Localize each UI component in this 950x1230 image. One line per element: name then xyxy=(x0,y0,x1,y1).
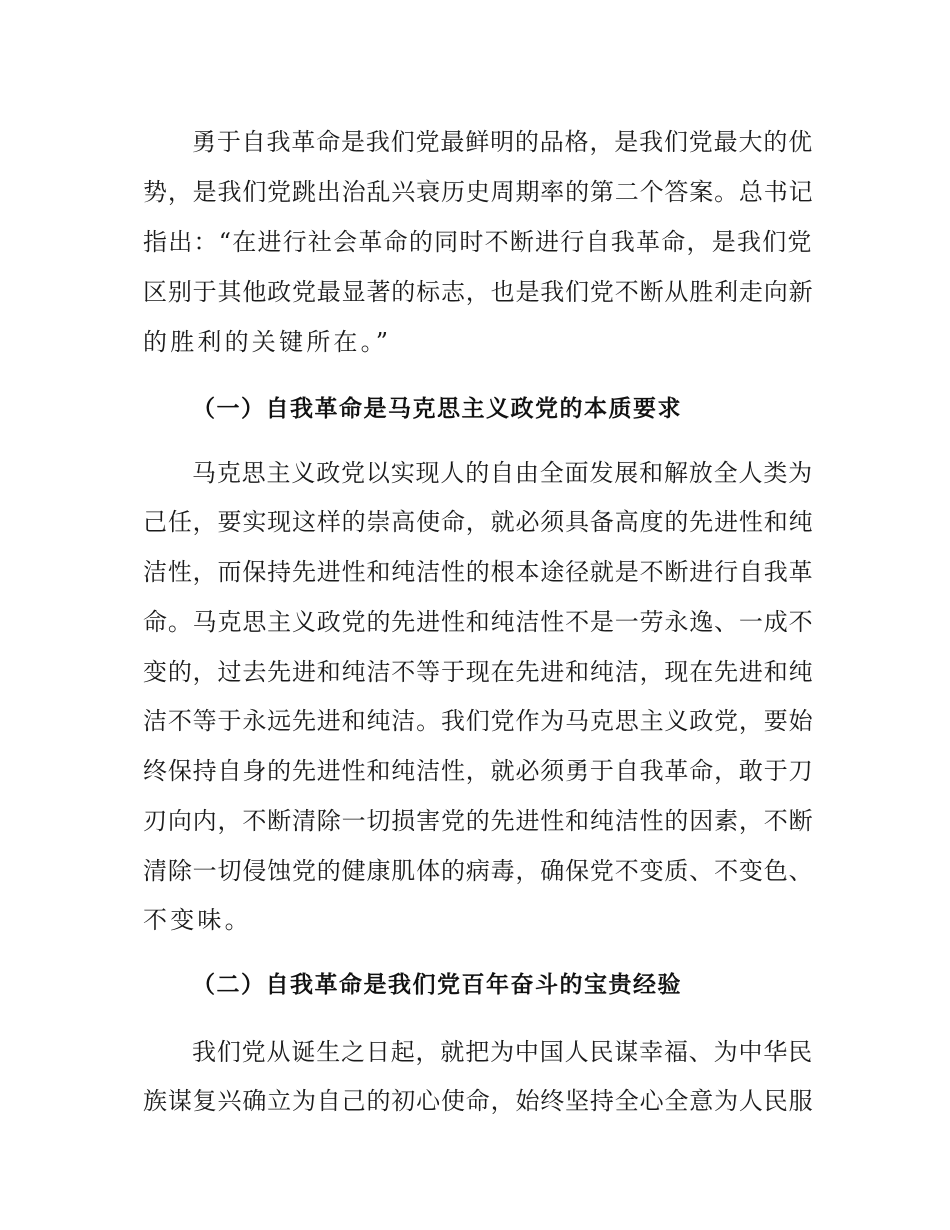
section-2-line-2: 族谋复兴确立为自己的初心使命，始终坚持全心全意为人民服 xyxy=(143,1087,814,1115)
section-1-line-5: 变的，过去先进和纯洁不等于现在先进和纯洁，现在先进和纯 xyxy=(143,658,814,686)
section-1-line-2: 己任，要实现这样的崇高使命，就必须具备高度的先进性和纯 xyxy=(143,508,814,536)
section-1-line-9: 清除一切侵蚀党的健康肌体的病毒，确保党不变质、不变色、 xyxy=(143,857,814,885)
intro-line-1: 勇于自我革命是我们党最鲜明的品格，是我们党最大的优 xyxy=(192,128,813,156)
section-1-line-7: 终保持自身的先进性和纯洁性，就必须勇于自我革命，敢于刀 xyxy=(143,757,814,785)
section-1-line-6: 洁不等于永远先进和纯洁。我们党作为马克思主义政党，要始 xyxy=(143,707,814,735)
section-1-line-4: 命。马克思主义政党的先进性和纯洁性不是一劳永逸、一成不 xyxy=(143,608,814,636)
section-1-line-8: 刃向内，不断清除一切损害党的先进性和纯洁性的因素，不断 xyxy=(143,807,814,835)
intro-line-5: 的胜利的关键所在。” xyxy=(143,328,392,356)
section-2-heading: （二）自我革命是我们党百年奋斗的宝贵经验 xyxy=(192,972,682,998)
section-1-line-3: 洁性，而保持先进性和纯洁性的根本途径就是不断进行自我革 xyxy=(143,558,814,586)
section-2-line-1: 我们党从诞生之日起，就把为中国人民谋幸福、为中华民 xyxy=(192,1038,813,1066)
intro-line-4: 区别于其他政党最显著的标志，也是我们党不断从胜利走向新 xyxy=(143,278,814,306)
intro-line-3: 指出：“在进行社会革命的同时不断进行自我革命，是我们党 xyxy=(143,228,813,256)
section-1-line-10: 不变味。 xyxy=(143,906,252,934)
section-1-heading: （一）自我革命是马克思主义政党的本质要求 xyxy=(192,396,682,422)
section-1-line-1: 马克思主义政党以实现人的自由全面发展和解放全人类为 xyxy=(192,459,813,487)
intro-line-2: 势，是我们党跳出治乱兴衰历史周期率的第二个答案。总书记 xyxy=(143,178,814,206)
